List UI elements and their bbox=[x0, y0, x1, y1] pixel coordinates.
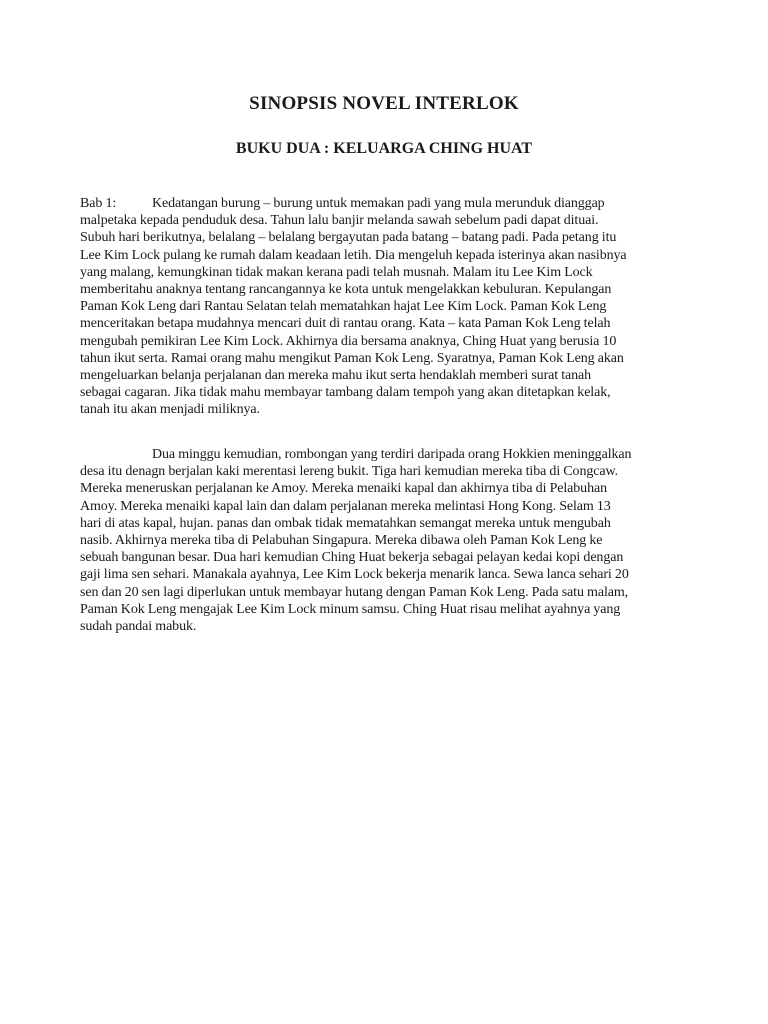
paragraph-line: sudah pandai mabuk. bbox=[80, 618, 197, 634]
paragraph-line: tahun ikut serta. Ramai orang mahu mengikut Paman Kok Leng. Syaratnya, Paman Kok Leng akan bbox=[80, 350, 624, 366]
document-subtitle: BUKU DUA : KELUARGA CHING HUAT bbox=[235, 140, 533, 157]
chapter-paragraph-1 bbox=[80, 195, 688, 418]
paragraph-line: yang malang, kemungkinan tidak makan kerana padi telah musnah. Malam itu Lee Kim Lock bbox=[80, 264, 593, 280]
paragraph-line: nasib. Akhirnya mereka tiba di Pelabuhan Singapura. Mereka dibawa oleh Paman Kok Leng ke bbox=[80, 532, 603, 548]
chapter-label: Bab 1: bbox=[80, 196, 117, 211]
paragraph-line: Paman Kok Leng dari Rantau Selatan telah mematahkan hajat Lee Kim Lock. Paman Kok Leng bbox=[80, 299, 607, 315]
paragraph-line: Subuh hari berikutnya, belalang – belalang bergayutan pada batang – batang padi. Pada petang itu bbox=[80, 230, 617, 246]
paragraph-line: sebuah bangunan besar. Dua hari kemudian Ching Huat bekerja sebagai pelayan kedai kopi dengan bbox=[80, 550, 624, 566]
paragraph-line: sebagai cagaran. Jika tidak mahu membayar tambang dalam tempoh yang akan ditetapkan kelak, bbox=[80, 385, 611, 401]
paragraph-line: hari di atas kapal, hujan. panas dan ombak tidak mematahkan semangat mereka untuk mengubah bbox=[80, 515, 611, 531]
paragraph-line: tanah itu akan menjadi miliknya. bbox=[80, 402, 260, 418]
paragraph-line: mengeluarkan belanja perjalanan dan mereka mahu ikut serta hendaklah memberi surat tanah bbox=[80, 367, 592, 383]
paragraph-line bbox=[80, 195, 688, 212]
paragraph-line: Mereka meneruskan perjalanan ke Amoy. Mereka menaiki kapal dan akhirnya tiba di Pelabuhan bbox=[80, 481, 607, 497]
document-title: SINOPSIS NOVEL INTERLOK bbox=[249, 93, 519, 114]
paragraph-line: Amoy. Mereka menaiki kapal lain dan dalam perjalanan mereka melintasi Hong Kong. Selam 13 bbox=[80, 498, 611, 514]
chapter-paragraph-2 bbox=[80, 446, 688, 635]
paragraph-line-text: Dua minggu kemudian, rombongan yang terdiri daripada orang Hokkien meninggalkan bbox=[152, 447, 632, 462]
paragraph-line bbox=[80, 446, 688, 463]
paragraph-line: Paman Kok Leng mengajak Lee Kim Lock minum samsu. Ching Huat risau melihat ayahnya yang bbox=[80, 601, 621, 617]
paragraph-line: memberitahu anaknya tentang rancangannya ke kota untuk mengelakkan kebuluran. Kepulangan bbox=[80, 281, 612, 297]
paragraph-line: menceritakan betapa mudahnya mencari duit di rantau orang. Kata – kata Paman Kok Leng telah bbox=[80, 316, 611, 332]
paragraph-line: malpetaka kepada penduduk desa. Tahun lalu banjir melanda sawah sebelum padi dapat dituai. bbox=[80, 213, 599, 229]
paragraph-line: gaji lima sen sehari. Manakala ayahnya, Lee Kim Lock bekerja menarik lanca. Sewa lanca sehari 20 bbox=[80, 567, 629, 583]
paragraph-line: Lee Kim Lock pulang ke rumah dalam keadaan letih. Dia mengeluh kepada isterinya akan nasibnya bbox=[80, 247, 627, 263]
paragraph-line: mengubah pemikiran Lee Kim Lock. Akhirnya dia bersama anaknya, Ching Huat yang berusia 10 bbox=[80, 333, 617, 349]
paragraph-line-text: Kedatangan burung – burung untuk memakan padi yang mula merunduk dianggap bbox=[152, 196, 605, 211]
paragraph-line: sen dan 20 sen lagi diperlukan untuk membayar hutang dengan Paman Kok Leng. Pada satu malam, bbox=[80, 584, 629, 600]
paragraph-line: desa itu denagn berjalan kaki merentasi lereng bukit. Tiga hari kemudian mereka tiba di Congcaw. bbox=[80, 464, 618, 480]
